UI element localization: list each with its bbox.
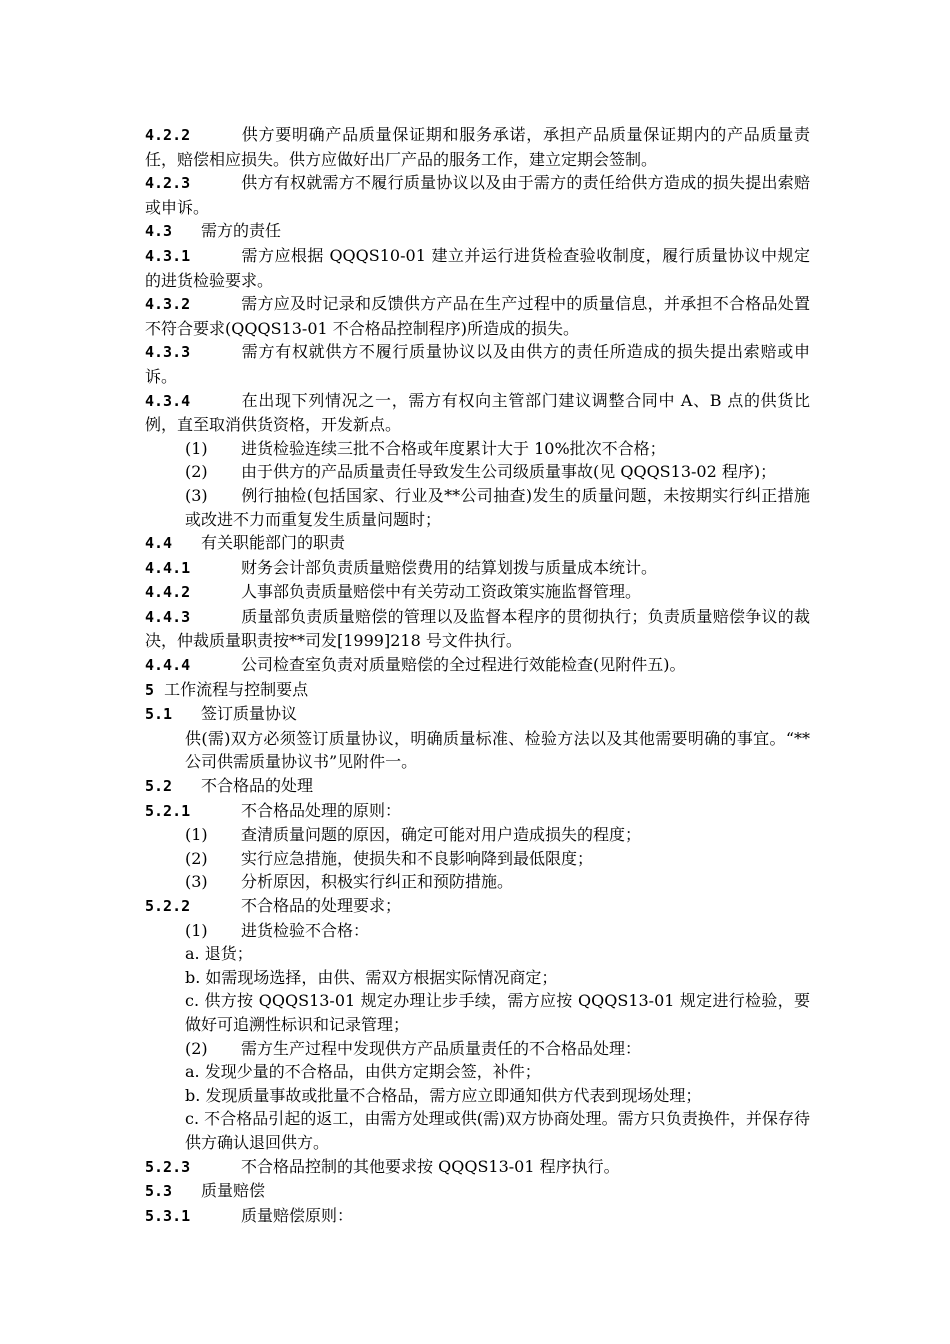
paragraph-text: 供(需)双方必须签订质量协议，明确质量标准、检验方法以及其他需要明确的事宜。“**公司供需质量协议书”见附件一。 xyxy=(185,728,810,772)
section-paragraph xyxy=(145,292,810,340)
sub-item-text: b. 如需现场选择，由供、需双方根据实际情况商定； xyxy=(185,967,558,987)
body-paragraph xyxy=(145,727,810,774)
section-paragraph xyxy=(145,171,810,219)
section-text: 不合格品控制的其他要求按 QQQS13-01 程序执行。 xyxy=(241,1156,620,1176)
sub-item-text: a. 退货； xyxy=(185,944,253,964)
list-item-text: 分析原因，积极实行纠正和预防措施。 xyxy=(241,872,514,892)
section-paragraph xyxy=(145,1179,810,1204)
section-text: 需方有权就供方不履行质量协议以及由供方的责任所造成的损失提出索赔或申诉。 xyxy=(145,342,810,386)
section-number: 5.3 xyxy=(145,1182,173,1201)
section-paragraph xyxy=(145,678,810,703)
sub-item xyxy=(145,942,810,966)
sub-item xyxy=(145,1060,810,1084)
section-number: 4.3.1 xyxy=(145,246,191,265)
section-text: 工作流程与控制要点 xyxy=(159,679,309,699)
section-number: 5.2.2 xyxy=(145,897,191,915)
list-item-text: 查清质量问题的原因，确定可能对用户造成损失的程度； xyxy=(241,825,642,845)
section-text: 签订质量协议 xyxy=(201,704,298,724)
section-text: 公司检查室负责对质量赔偿的全过程进行效能检查(见附件五)。 xyxy=(241,655,686,675)
list-item xyxy=(145,437,810,461)
section-number: 5.2.3 xyxy=(145,1157,191,1176)
section-number: 5.1 xyxy=(145,705,173,724)
list-item xyxy=(145,460,810,484)
section-number: 4.4 xyxy=(145,534,173,553)
section-paragraph xyxy=(145,340,810,388)
list-item-text: 需方生产过程中发现供方产品质量责任的不合格品处理： xyxy=(241,1038,642,1058)
sub-item xyxy=(145,1084,810,1108)
sub-item xyxy=(145,1107,810,1154)
section-paragraph xyxy=(145,244,810,292)
sub-item xyxy=(145,966,810,990)
list-item-marker: (1) xyxy=(185,920,208,940)
section-number: 5.2.1 xyxy=(145,801,191,820)
list-item-text: 进货检验不合格： xyxy=(241,920,370,940)
section-paragraph xyxy=(145,531,810,556)
section-paragraph xyxy=(145,580,810,605)
section-text: 质量部负责质量赔偿的管理以及监督本程序的贯彻执行；负责质量赔偿争议的裁决，仲裁质量职责按**司发[1999]218 号文件执行。 xyxy=(145,606,810,651)
section-text: 需方应根据 QQQS10-01 建立并运行进货检查验收制度，履行质量协议中规定的进货检验要求。 xyxy=(145,245,810,290)
section-paragraph xyxy=(145,894,810,919)
section-number: 4.4.3 xyxy=(145,607,191,626)
section-text: 质量赔偿 xyxy=(201,1181,266,1201)
list-item-marker: (3) xyxy=(185,485,208,505)
section-text: 不合格品处理的原则： xyxy=(241,800,402,820)
section-text: 需方的责任 xyxy=(201,221,282,241)
list-item-text: 例行抽检(包括国家、行业及**公司抽查)发生的质量问题，未按期实行纠正措施或改进不力而重复发生质量问题时； xyxy=(185,485,810,529)
list-item-text: 进货检验连续三批不合格或年度累计大于 10%批次不合格； xyxy=(241,438,666,458)
section-number: 5.2 xyxy=(145,777,173,796)
document-body xyxy=(145,123,810,1228)
list-item-marker: (1) xyxy=(185,825,208,845)
list-item-marker: (3) xyxy=(185,872,208,892)
section-text: 不合格品的处理 xyxy=(201,776,314,796)
section-text: 财务会计部负责质量赔偿费用的结算划拨与质量成本统计。 xyxy=(241,557,658,577)
list-item-text: 由于供方的产品质量责任导致发生公司级质量事故(见 QQQS13-02 程序)； xyxy=(241,462,777,482)
section-paragraph xyxy=(145,556,810,581)
list-item xyxy=(145,823,810,847)
section-number: 4.4.2 xyxy=(145,583,191,602)
section-paragraph xyxy=(145,219,810,244)
section-text: 需方应及时记录和反馈供方产品在生产过程中的质量信息，并承担不合格品处置不符合要求(QQQS13-01 不合格品控制程序)所造成的损失。 xyxy=(145,294,810,338)
list-item xyxy=(145,484,810,531)
section-text: 在出现下列情况之一，需方有权向主管部门建议调整合同中 A、B 点的供货比例，直至取消供货资格，开发新点。 xyxy=(145,390,810,435)
section-number: 5 xyxy=(145,680,155,699)
section-number: 4.2.2 xyxy=(145,126,191,144)
section-number: 4.4.1 xyxy=(145,558,191,577)
section-number: 4.3.4 xyxy=(145,391,191,410)
section-number: 4.4.4 xyxy=(145,656,191,675)
section-text: 不合格品的处理要求； xyxy=(241,896,402,915)
section-paragraph xyxy=(145,799,810,824)
sub-item-text: c. 不合格品引起的返工，由需方处理或供(需)双方协商处理。需方只负责换件，并保存待供方确认退回供方。 xyxy=(185,1109,810,1152)
section-number: 4.2.3 xyxy=(145,174,191,193)
section-number: 4.3.2 xyxy=(145,295,191,314)
section-paragraph xyxy=(145,605,810,653)
section-number: 4.3.3 xyxy=(145,343,191,362)
section-paragraph xyxy=(145,1155,810,1180)
list-item-text: 实行应急措施，使损失和不良影响降到最低限度； xyxy=(241,848,594,868)
section-text: 供方要明确产品质量保证期和服务承诺，承担产品质量保证期内的产品质量责任，赔偿相应损失。供方应做好出厂产品的服务工作，建立定期会签制。 xyxy=(145,125,810,169)
sub-item xyxy=(145,989,810,1036)
section-text: 质量赔偿原则： xyxy=(241,1205,354,1225)
list-item xyxy=(145,919,810,943)
sub-item-text: a. 发现少量的不合格品，由供方定期会签，补件； xyxy=(185,1062,541,1082)
section-paragraph xyxy=(145,389,810,437)
list-item xyxy=(145,870,810,894)
section-paragraph xyxy=(145,774,810,799)
section-text: 供方有权就需方不履行质量协议以及由于需方的责任给供方造成的损失提出索赔或申诉。 xyxy=(145,173,810,217)
section-paragraph xyxy=(145,702,810,727)
section-paragraph xyxy=(145,653,810,678)
section-paragraph xyxy=(145,1204,810,1229)
list-item-marker: (2) xyxy=(185,462,208,482)
list-item-marker: (2) xyxy=(185,848,208,868)
section-number: 5.3.1 xyxy=(145,1206,191,1225)
list-item xyxy=(145,1037,810,1061)
sub-item-text: b. 发现质量事故或批量不合格品，需方应立即通知供方代表到现场处理； xyxy=(185,1085,702,1105)
list-item xyxy=(145,847,810,871)
list-item-marker: (1) xyxy=(185,438,208,458)
section-text: 人事部负责质量赔偿中有关劳动工资政策实施监督管理。 xyxy=(241,582,642,602)
section-text: 有关职能部门的职责 xyxy=(201,533,346,553)
section-number: 4.3 xyxy=(145,222,173,241)
section-paragraph xyxy=(145,123,810,171)
sub-item-text: c. 供方按 QQQS13-01 规定办理让步手续，需方应按 QQQS13-01 规定进行检验，要做好可追溯性标识和记录管理； xyxy=(185,991,810,1034)
list-item-marker: (2) xyxy=(185,1038,208,1058)
